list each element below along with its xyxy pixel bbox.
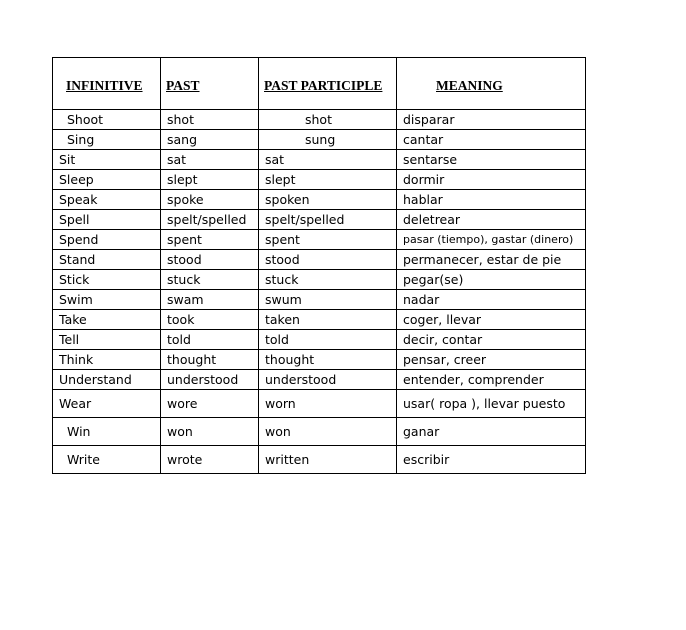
cell-meaning: pensar, creer [397, 350, 586, 370]
cell-past-participle: worn [259, 390, 397, 418]
cell-infinitive: Write [53, 446, 161, 474]
header-row [53, 58, 586, 110]
cell-past: spoke [161, 190, 259, 210]
cell-meaning: hablar [397, 190, 586, 210]
table-row [53, 170, 586, 190]
cell-meaning: ganar [397, 418, 586, 446]
cell-past: slept [161, 170, 259, 190]
cell-infinitive: Stand [53, 250, 161, 270]
cell-past: understood [161, 370, 259, 390]
table-row [53, 446, 586, 474]
cell-past: sat [161, 150, 259, 170]
table-row [53, 418, 586, 446]
cell-past: won [161, 418, 259, 446]
table-row [53, 350, 586, 370]
cell-past-participle: understood [259, 370, 397, 390]
cell-infinitive: Take [53, 310, 161, 330]
cell-infinitive: Stick [53, 270, 161, 290]
cell-past-participle: stood [259, 250, 397, 270]
cell-meaning: coger, llevar [397, 310, 586, 330]
cell-meaning: cantar [397, 130, 586, 150]
table-row [53, 210, 586, 230]
cell-infinitive: Think [53, 350, 161, 370]
cell-infinitive: Spend [53, 230, 161, 250]
cell-meaning: dormir [397, 170, 586, 190]
cell-past-participle: taken [259, 310, 397, 330]
table-row [53, 390, 586, 418]
cell-past: told [161, 330, 259, 350]
cell-meaning: pegar(se) [397, 270, 586, 290]
cell-past-participle: won [259, 418, 397, 446]
cell-past: wore [161, 390, 259, 418]
cell-past: shot [161, 110, 259, 130]
header-meaning: MEANING [397, 58, 586, 110]
cell-meaning: deletrear [397, 210, 586, 230]
cell-past: spent [161, 230, 259, 250]
cell-meaning: sentarse [397, 150, 586, 170]
cell-infinitive: Win [53, 418, 161, 446]
cell-infinitive: Swim [53, 290, 161, 310]
cell-past-participle: spelt/spelled [259, 210, 397, 230]
table-row [53, 310, 586, 330]
cell-meaning: permanecer, estar de pie [397, 250, 586, 270]
cell-meaning: usar( ropa ), llevar puesto [397, 390, 586, 418]
cell-past: stood [161, 250, 259, 270]
cell-past-participle: stuck [259, 270, 397, 290]
cell-meaning: nadar [397, 290, 586, 310]
irregular-verbs-table [52, 57, 586, 474]
cell-past-participle: sung [259, 130, 397, 150]
table-row [53, 150, 586, 170]
cell-past-participle: swum [259, 290, 397, 310]
table-row [53, 330, 586, 350]
cell-meaning: escribir [397, 446, 586, 474]
table-row [53, 110, 586, 130]
cell-past-participle: spoken [259, 190, 397, 210]
cell-past: swam [161, 290, 259, 310]
cell-infinitive: Speak [53, 190, 161, 210]
cell-infinitive: Tell [53, 330, 161, 350]
cell-past: thought [161, 350, 259, 370]
table-row [53, 130, 586, 150]
cell-infinitive: Sleep [53, 170, 161, 190]
cell-past-participle: told [259, 330, 397, 350]
cell-infinitive: Shoot [53, 110, 161, 130]
cell-past: stuck [161, 270, 259, 290]
cell-past-participle: spent [259, 230, 397, 250]
cell-past-participle: shot [259, 110, 397, 130]
header-infinitive: INFINITIVE [53, 58, 161, 110]
cell-infinitive: Spell [53, 210, 161, 230]
cell-past: took [161, 310, 259, 330]
cell-past-participle: thought [259, 350, 397, 370]
table-row [53, 230, 586, 250]
cell-infinitive: Understand [53, 370, 161, 390]
cell-meaning: disparar [397, 110, 586, 130]
cell-past: sang [161, 130, 259, 150]
cell-infinitive: Sit [53, 150, 161, 170]
table-row [53, 370, 586, 390]
cell-past-participle: written [259, 446, 397, 474]
cell-infinitive: Wear [53, 390, 161, 418]
table-row [53, 190, 586, 210]
cell-infinitive: Sing [53, 130, 161, 150]
table-row [53, 290, 586, 310]
cell-meaning: decir, contar [397, 330, 586, 350]
cell-past-participle: sat [259, 150, 397, 170]
header-past-participle: PAST PARTICIPLE [259, 58, 397, 110]
cell-past: spelt/spelled [161, 210, 259, 230]
header-past: PAST [161, 58, 259, 110]
cell-meaning: entender, comprender [397, 370, 586, 390]
table-row [53, 250, 586, 270]
cell-past-participle: slept [259, 170, 397, 190]
cell-meaning: pasar (tiempo), gastar (dinero) [397, 230, 586, 250]
table-row [53, 270, 586, 290]
cell-past: wrote [161, 446, 259, 474]
